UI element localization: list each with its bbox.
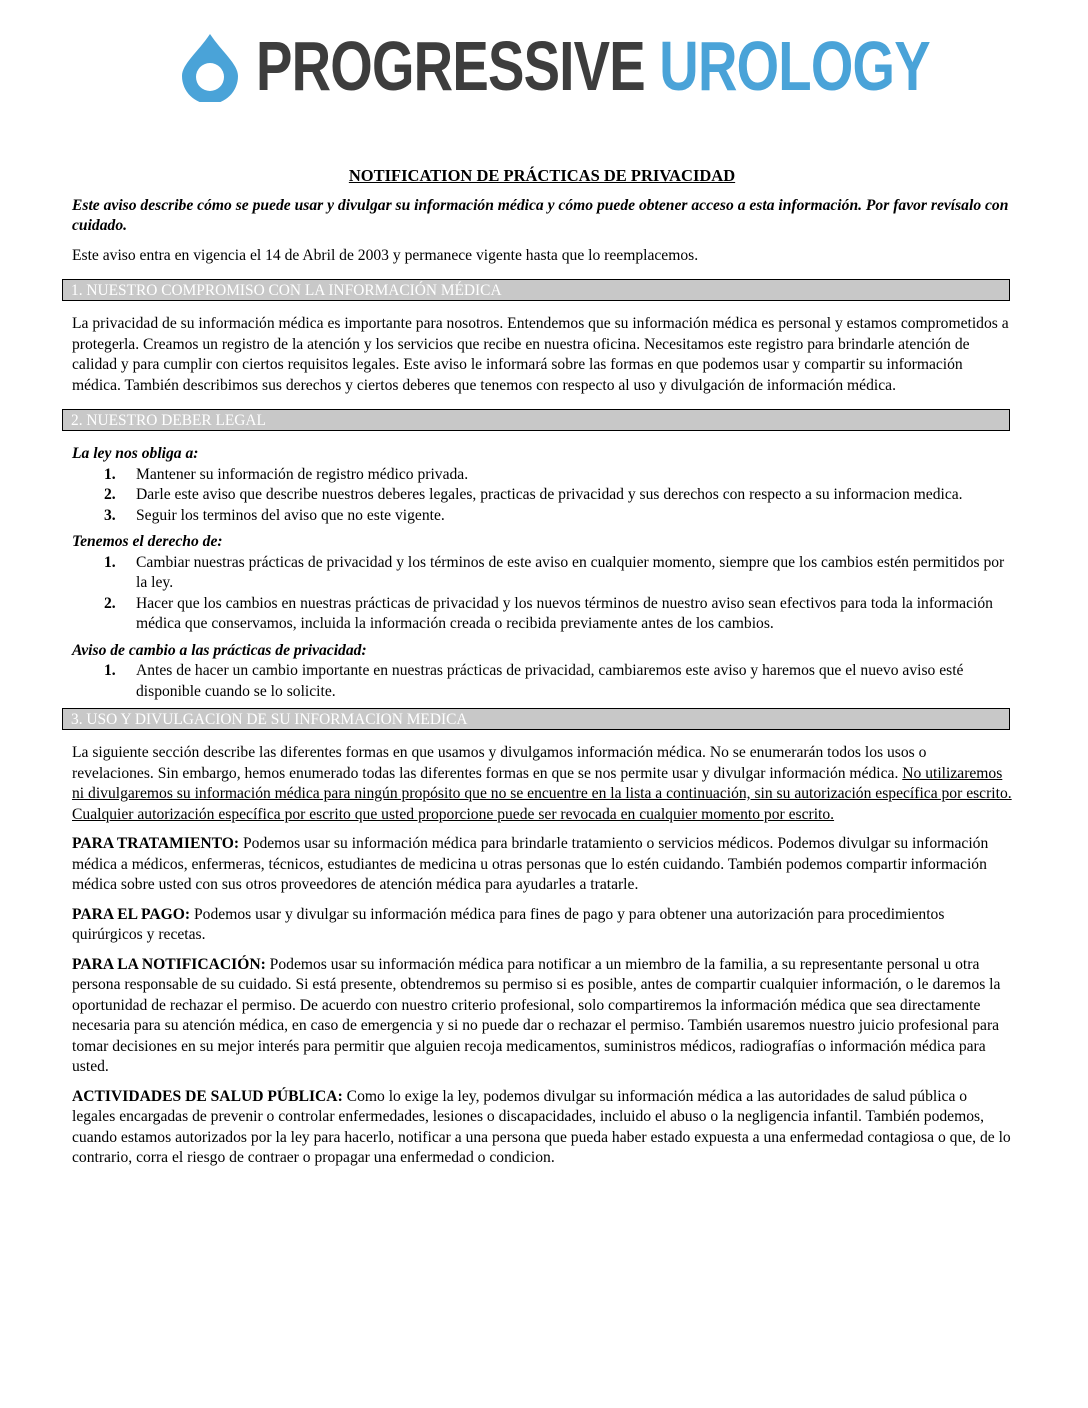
intro-paragraph: Este aviso describe cómo se puede usar y divulgar su información médica y cómo puede obtener acceso a esta información. Por favor revísalo con cuidado. [72,196,1009,234]
notification-text: Podemos usar su información médica para notificar a un miembro de la familia, a su representante personal u otra persona responsable de su cuidado. Si está presente, obtendremos su permiso si es posible, antes de compartir cualquier información, o le daremos la oportunidad de rechazar el permiso. De acuerdo con nuestro criterio profesional, solo compartiremos la información médica que sea directamente necesaria para su atención médica, en caso de emergencia y si no puede dar o rechazar el permiso. También usaremos nuestro juicio profesional para tomar decisiones en su mejor interés para permitir que alguien recoja medicamentos, suministros médicos, radiografías o información médica para usted. [72,955,1001,1075]
effective-date-paragraph: Este aviso entra en vigencia el 14 de Abril de 2003 y permanece vigente hasta que lo reemplacemos. [72,246,699,264]
list-item [72,594,1012,635]
list-text: Mantener su información de registro médico privada. [136,465,469,483]
section-3-intro-underlined: No utilizaremos ni divulgaremos su información médica para ningún propósito que no se encuentre en la lista a continuación, sin su autorización específica por escrito. Cualquier autorización específica por escrito que usted proporcione puede ser revocada en cualquier momento por escrito. [72,764,1012,823]
list-number: 1. [104,553,116,571]
notification-paragraph [72,955,1012,1078]
public-health-label: ACTIVIDADES DE SALUD PÚBLICA: [72,1087,343,1105]
change-notice-list [72,661,1012,702]
logo-word-progressive: PROGRESSIVE [256,27,645,105]
list-item [72,465,1012,486]
list-text: Hacer que los cambios en nuestras prácticas de privacidad y los nuevos términos de nuestro aviso sean efectivos para toda la información médica que conservamos, incluida la información creada o recibida previamente antes de los cambios. [136,594,993,632]
list-item [72,506,1012,527]
logo [168,26,928,106]
public-health-text: Como lo exige la ley, podemos divulgar su información médica a las autoridades de salud pública o legales encargadas de prevenir o controlar enfermedades, lesiones o discapacidades, incluido el abuso o la negligencia infantil. También podemos, cuando estamos autorizados por la ley para hacerlo, notificar a una persona que pueda haber estado expuesta a una enfermedad contagiosa o que, de lo contrario, corra el riesgo de contraer o propagar una enfermedad o condicion. [72,1087,1011,1166]
water-drop-icon [174,30,246,102]
list-text: Darle este aviso que describe nuestros deberes legales, practicas de privacidad y sus derechos con respecto a su informacion medica. [136,486,963,503]
obligations-list [72,465,1012,527]
notification-label: PARA LA NOTIFICACIÓN: [72,955,266,973]
section-3-intro-text: La siguiente sección describe las diferentes formas en que usamos y divulgamos información médica. No se enumerarán todos los usos o revelaciones. Sin embargo, hemos enumerado todas las diferentes formas en que se nos permite usar y divulgar información médica. [72,744,927,782]
document-title: NOTIFICATION DE PRÁCTICAS DE PRIVACIDAD [348,166,736,185]
logo-wordmark [256,28,930,104]
list-item [72,661,1012,702]
list-number: 2. [104,486,116,503]
list-text: Seguir los terminos del aviso que no este vigente. [136,506,445,524]
payment-text: Podemos usar y divulgar su información médica para fines de pago y para obtener una autorización para procedimientos quirúrgicos y recetas. [72,905,945,943]
list-number: 1. [104,465,116,483]
list-text: Antes de hacer un cambio importante en nuestras prácticas de privacidad, cambiaremos este aviso y haremos que el nuevo aviso esté disponible cuando se lo solicite. [136,662,964,700]
section-3-header: 3. USO Y DIVULGACION DE SU INFORMACION MEDICA [62,708,1010,730]
treatment-paragraph [72,834,1012,896]
change-notice-heading: Aviso de cambio a las prácticas de privacidad: [72,641,367,659]
logo-word-urology: UROLOGY [659,27,930,105]
rights-list [72,553,1012,635]
list-item [72,485,1012,506]
list-number: 1. [104,662,116,679]
rights-heading: Tenemos el derecho de: [72,533,223,550]
payment-label: PARA EL PAGO: [72,905,191,923]
list-number: 3. [104,506,116,524]
document-body [72,160,1012,1178]
section-1-body: La privacidad de su información médica es importante para nosotros. Entendemos que su información médica es personal y estamos comprometidos a protegerla. Creamos un registro de la atención y los servicios que recibe en nuestra oficina. Necesitamos este registro para brindarle atención de calidad y para cumplir con ciertos requisitos legales. Este aviso le informará sobre las formas en que podemos usar y compartir su información médica. También describimos sus derechos y ciertos deberes que tenemos con respecto al uso y divulgación de información médica. [72,315,1009,394]
section-1-header: 1. NUESTRO COMPROMISO CON LA INFORMACIÓN MÉDICA [62,279,1010,301]
treatment-text: Podemos usar su información médica para brindarle tratamiento o servicios médicos. Podemos divulgar su información médica a médicos, enfermeras, técnicos, estudiantes de medicina u otras personas que lo estén cuidando. También podemos compartir información médica sobre usted con sus otros proveedores de atención médica para ayudarles a tratarle. [72,835,989,893]
section-3-intro [72,743,1012,825]
treatment-label: PARA TRATAMIENTO: [72,835,240,852]
list-number: 2. [104,594,116,612]
obligations-heading: La ley nos obliga a: [72,445,199,462]
payment-paragraph [72,905,1012,946]
section-2-header: 2. NUESTRO DEBER LEGAL [62,409,1010,431]
list-text: Cambiar nuestras prácticas de privacidad y los términos de este aviso en cualquier momento, siempre que los cambios estén permitidos por la ley. [136,553,1005,591]
public-health-paragraph [72,1087,1012,1169]
list-item [72,553,1012,594]
